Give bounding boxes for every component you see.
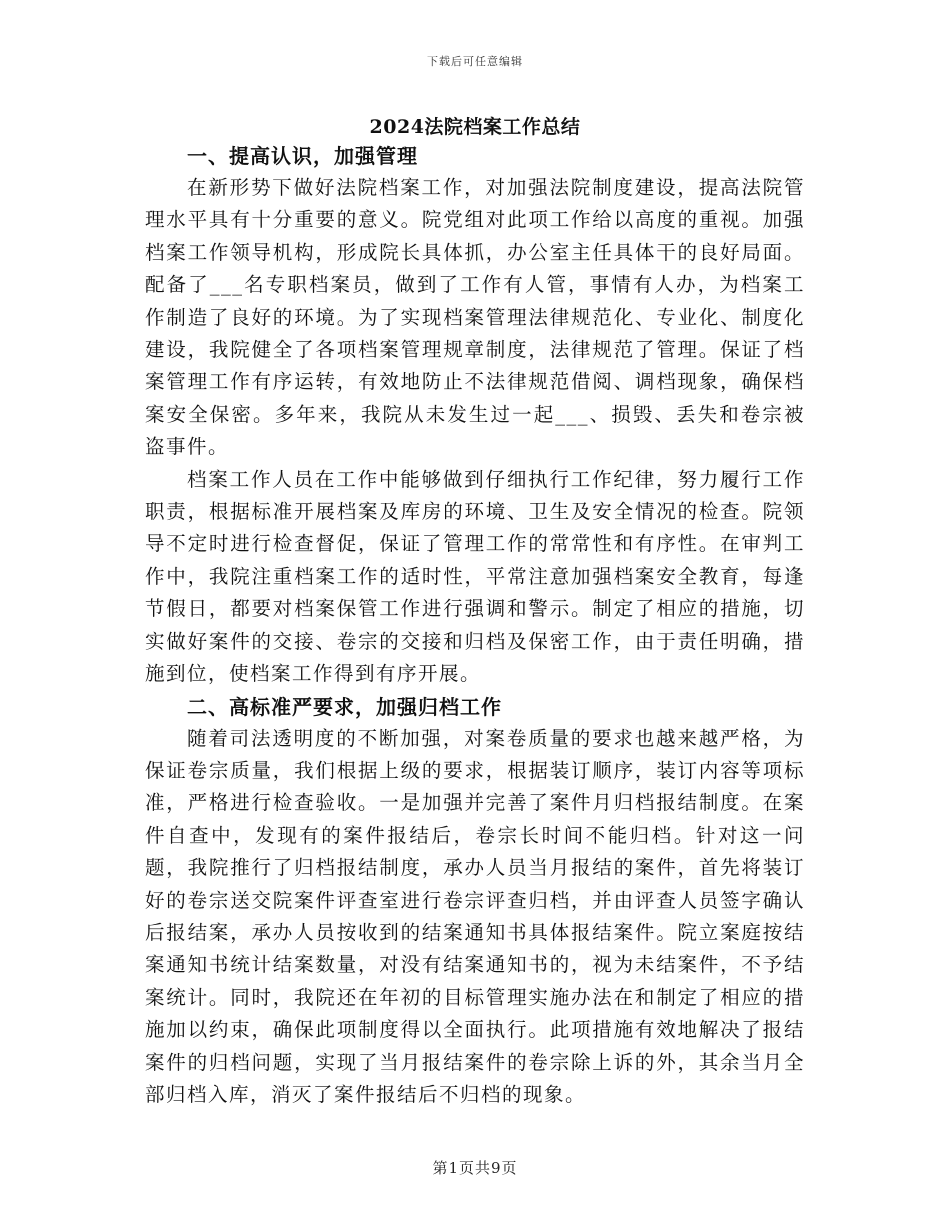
page-number: 第1页共9页: [432, 1159, 518, 1177]
section-heading: 二、高标准严要求，加强归档工作: [187, 694, 502, 719]
document-body: [145, 140, 805, 1111]
body-paragraph: 在新形势下做好法院档案工作，对加强法院制度建设，提高法院管理水平具有十分重要的意义。院党组对此项工作给以高度的重视。加强档案工作领导机构，形成院长具体抓，办公室主任具体干的良好局面。配备了___名专职档案员，做到了工作有人管，事情有人办，为档案工作制造了良好的环境。为了实现档案管理法律规范化、专业化、制度化建设，我院健全了各项档案管理规章制度，法律规范了管理。保证了档案管理工作有序运转，有效地防止不法律规范借阅、调档现象，确保档案安全保密。多年来，我院从未发生过一起___、损毁、丢失和卷宗被盗事件。: [145, 176, 805, 459]
header-note: 下载后可任意编辑: [427, 55, 523, 68]
body-paragraph: 随着司法透明度的不断加强，对案卷质量的要求也越来越严格，为保证卷宗质量，我们根据上级的要求，根据装订顺序，装订内容等项标准，严格进行检查验收。一是加强并完善了案件月归档报结制度。在案件自查中，发现有的案件报结后，卷宗长时间不能归档。针对这一问题，我院推行了归档报结制度，承办人员当月报结的案件，首先将装订好的卷宗送交院案件评查室进行卷宗评查归档，并由评查人员签字确认后报结案，承办人员按收到的结案通知书具体报结案件。院立案庭按结案通知书统计结案数量，对没有结案通知书的，视为未结案件，不予结案统计。同时，我院还在年初的目标管理实施办法在和制定了相应的措施加以约束，确保此项制度得以全面执行。此项措施有效地解决了报结案件的归档问题，实现了当月报结案件的卷宗除上诉的外，其余当月全部归档入库，消灭了案件报结后不归档的现象。: [145, 726, 805, 1106]
document-title: 2024法院档案工作总结: [369, 116, 581, 138]
body-paragraph: 档案工作人员在工作中能够做到仔细执行工作纪律，努力履行工作职责，根据标准开展档案及库房的环境、卫生及安全情况的检查。院领导不定时进行检查督促，保证了管理工作的常常性和有序性。在审判工作中，我院注重档案工作的适时性，平常注意加强档案安全教育，每逢节假日，都要对档案保管工作进行强调和警示。制定了相应的措施，切实做好案件的交接、卷宗的交接和归档及保密工作，由于责任明确，措施到位，使档案工作得到有序开展。: [145, 467, 805, 686]
section-heading: 一、提高认识，加强管理: [187, 144, 418, 168]
